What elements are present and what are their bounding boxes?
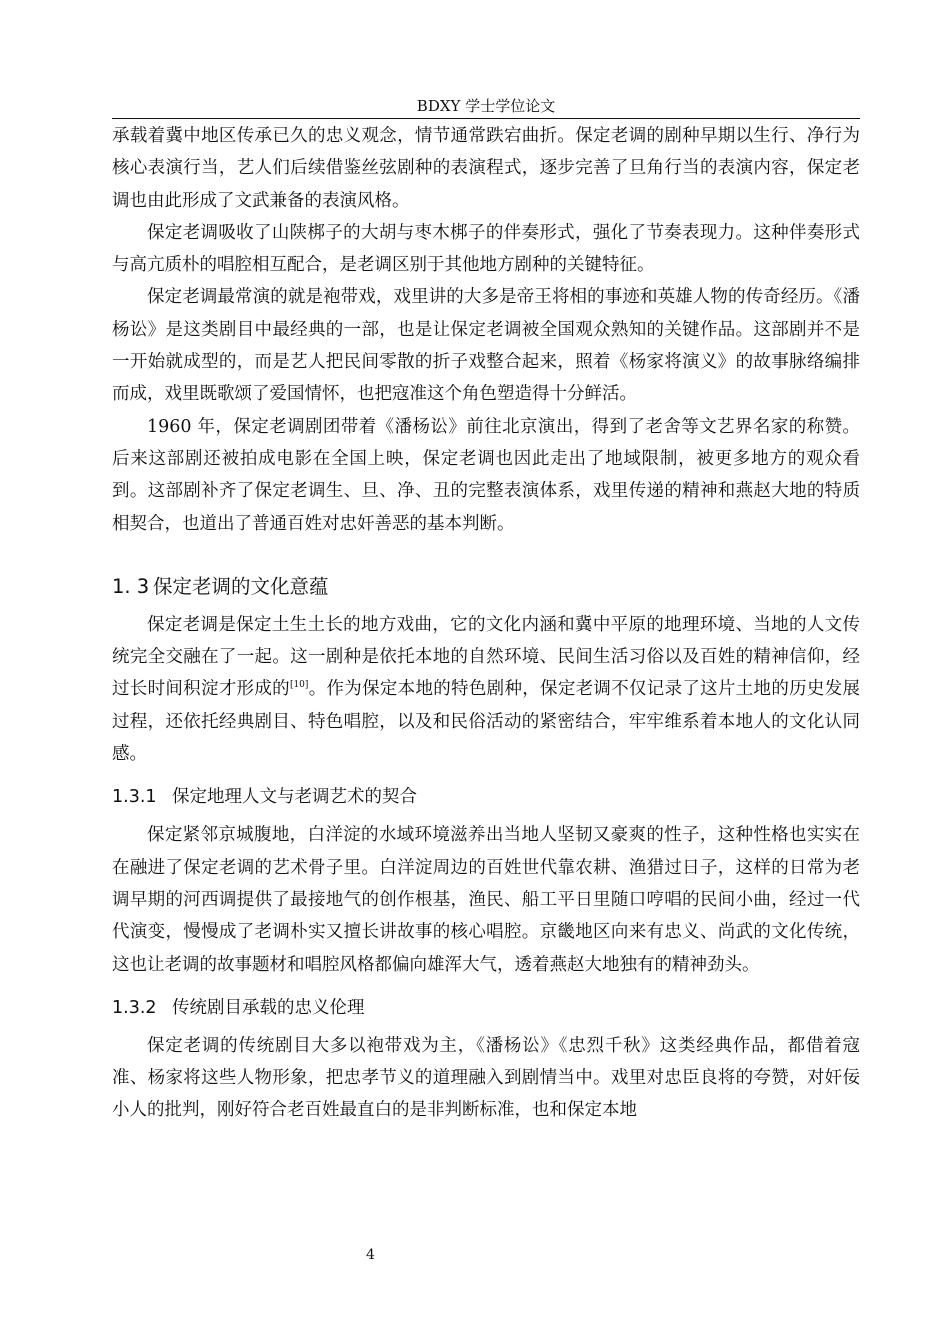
- paragraph: 保定老调吸收了山陕梆子的大胡与枣木梆子的伴奏形式，强化了节奏表现力。这种伴奏形式与高亢质朴的唱腔相互配合，是老调区别于其他地方剧种的关键特征。: [112, 222, 860, 276]
- subsection-heading: [112, 781, 860, 813]
- subsection-number: 1.3.2: [112, 997, 157, 1018]
- paragraph: 保定紧邻京城腹地，白洋淀的水域环境滋养出当地人坚韧又豪爽的性子，这种性格也实实在在融进了保定老调的艺术骨子里。白洋淀周边的百姓世代靠农耕、渔猎过日子，这样的日常为老调早期的河西调提供了最接地气的创作根基，渔民、船工平日里随口哼唱的民间小曲，经过一代代演变，慢慢成了老调朴实又擅长讲故事的核心唱腔。京畿地区向来有忠义、尚武的文化传统，这也让老调的故事题材和唱腔风格都偏向雄浑大气，透着燕赵大地独有的精神劲头。: [112, 825, 860, 975]
- header-rule: [112, 118, 860, 119]
- subsection-number: 1.3.1: [112, 787, 157, 808]
- paragraph: 承载着冀中地区传承已久的忠义观念，情节通常跌宕曲折。保定老调的剧种早期以生行、净行为核心表演行当，艺人们后续借鉴丝弦剧种的表演程式，逐步完善了旦角行当的表演内容，保定老调也由此形成了文武兼备的表演风格。: [112, 126, 860, 211]
- page-number: 4: [366, 1247, 375, 1263]
- section-heading: [112, 571, 860, 603]
- paragraph: 保定老调最常演的就是袍带戏，戏里讲的大多是帝王将相的事迹和英雄人物的传奇经历。《潘杨讼》是这类剧目中最经典的一部，也是让保定老调被全国观众熟知的关键作品。这部剧并不是一开始就成型的，而是艺人把民间零散的折子戏整合起来，照着《杨家将演义》的故事脉络编排而成，戏里既歌颂了爱国情怀，也把寇准这个角色塑造得十分鲜活。: [112, 287, 860, 405]
- section-number: 1. 3: [112, 574, 150, 598]
- subsection-title: 传统剧目承载的忠义伦理: [172, 997, 365, 1018]
- subsection-title: 保定地理人文与老调艺术的契合: [172, 787, 417, 808]
- paragraph-text: 。作为保定本地的特色剧种，保定老调不仅记录了这片土地的历史发展过程，还依托经典剧目、特色唱腔，以及和民俗活动的紧密结合，牢牢维系着本地人的文化认同感。: [112, 679, 861, 765]
- paragraph-text: 保定老调是保定土生土长的地方戏曲，它的文化内涵和冀中平原的地理环境、当地的人文传统完全交融在了一起。这一剧种是依托本地的自然环境、民间生活习俗以及百姓的精神信仰，经过长时间积淀才形成的: [112, 614, 860, 700]
- citation: [10]: [289, 680, 309, 691]
- paragraph: 1960 年，保定老调剧团带着《潘杨讼》前往北京演出，得到了老舍等文艺界名家的称赞。后来这部剧还被拍成电影在全国上映，保定老调也因此走出了地域限制，被更多地方的观众看到。这部剧补齐了保定老调生、旦、净、丑的完整表演体系，戏里传递的精神和燕赵大地的特质相契合，也道出了普通百姓对忠奸善恶的基本判断。: [112, 416, 860, 534]
- paragraph: 保定老调的传统剧目大多以袍带戏为主，《潘杨讼》《忠烈千秋》这类经典作品，都借着寇准、杨家将这些人物形象，把忠孝节义的道理融入到剧情当中。戏里对忠臣良将的夸赞，对奸佞小人的批判，刚好符合老百姓最直白的是非判断标准，也和保定本地: [112, 1035, 860, 1121]
- running-header: BDXY 学士学位论文: [416, 97, 556, 115]
- subsection-heading: [112, 992, 860, 1024]
- page-body: [112, 120, 860, 1127]
- paragraph: [112, 609, 860, 770]
- section-title: 保定老调的文化意蕴: [153, 574, 329, 598]
